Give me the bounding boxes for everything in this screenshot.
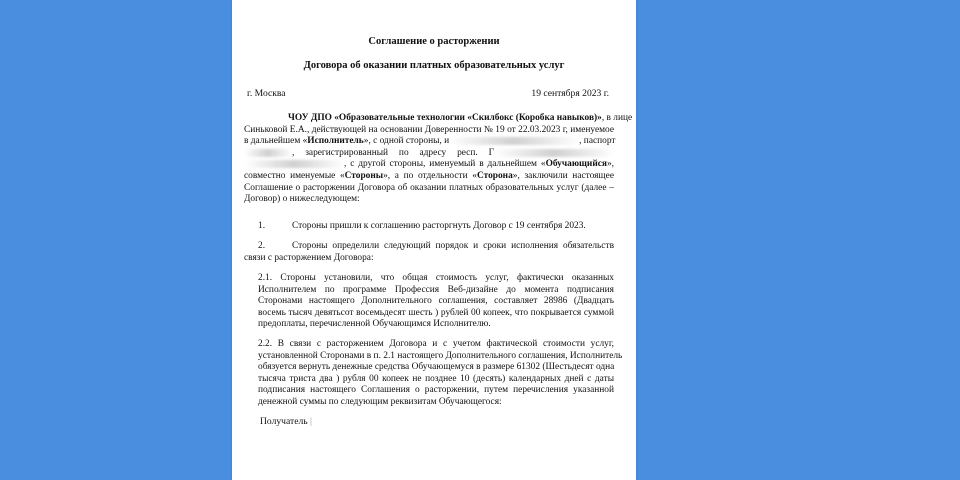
clause-2: 2. Стороны определили следующий порядок и сроки исполнения обязательств связи с расторжением Договора: [244, 241, 614, 263]
redacted-name [449, 137, 579, 145]
document-city: г. Москва [247, 88, 286, 99]
document-subtitle: Договора об оказании платных образовательных услуг [303, 60, 565, 71]
document-date: 19 сентября 2023 г. [531, 88, 609, 99]
clause-2-1: 2.1. Стороны установили, что общая стоимость услуг, фактически оказанных Исполнителем по программе Профессия Веб-дизайне до момента подписания Сторонами настоящего Дополнительного соглашения, составляет 28986 (Двадцать восемь тысяч девятьсот восемьдесят шесть ) рублей 00 копеек, что покрывается суммой предоплаты, перечисленной Обучающимся Исполнителю. [258, 273, 614, 330]
text-cursor: | [310, 416, 312, 427]
clause-1: 1. Стороны пришли к соглашению расторгнуть Договор с 19 сентября 2023. [258, 221, 586, 231]
contractor-name: ЧОУ ДПО «Образовательные технологии «Скилбокс (Коробка навыков)» [288, 113, 602, 123]
redacted-address [494, 149, 614, 157]
preamble-paragraph: ЧОУ ДПО «Образовательные технологии «Скилбокс (Коробка навыков)», в лице Синьковой Е.А., действующей на основании Доверенности № 19 от 22.03.2023 г, именуемое в дальнейшем «Исполнитель», с одной стороны, и , паспорт , зарегистрированный по адресу респ. Г , с другой стороны, именуемый в дальнейшем «Обучающийся», совместно именуемые «Стороны», а по отдельности «Сторона», заключили настоящее Соглашение о расторжении Договора об оказании платных образовательных услуг (далее – Договор) о нижеследующем: [244, 113, 633, 205]
recipient-label: Получатель | [260, 416, 312, 427]
document-page [232, 0, 636, 480]
redacted-address-2 [244, 160, 344, 168]
document-title: Соглашение о расторжении [368, 36, 500, 47]
clause-2-2: 2.2. В связи с расторжением Договора и с учетом фактической стоимости услуг, установленной Сторонами в п. 2.1 настоящего Дополнительного соглашения, Исполнитель обязуется вернуть денежные средства Обучающемуся в размере 61302 (Шестьдесят одна тысяча триста два ) рубля 00 копеек не позднее 10 (десять) календарных дней с даты подписания настоящего Соглашения о расторжении, путем перечисления указанной денежной суммы по следующим реквизитам Обучающегося: [258, 339, 623, 407]
redacted-passport [244, 149, 292, 157]
